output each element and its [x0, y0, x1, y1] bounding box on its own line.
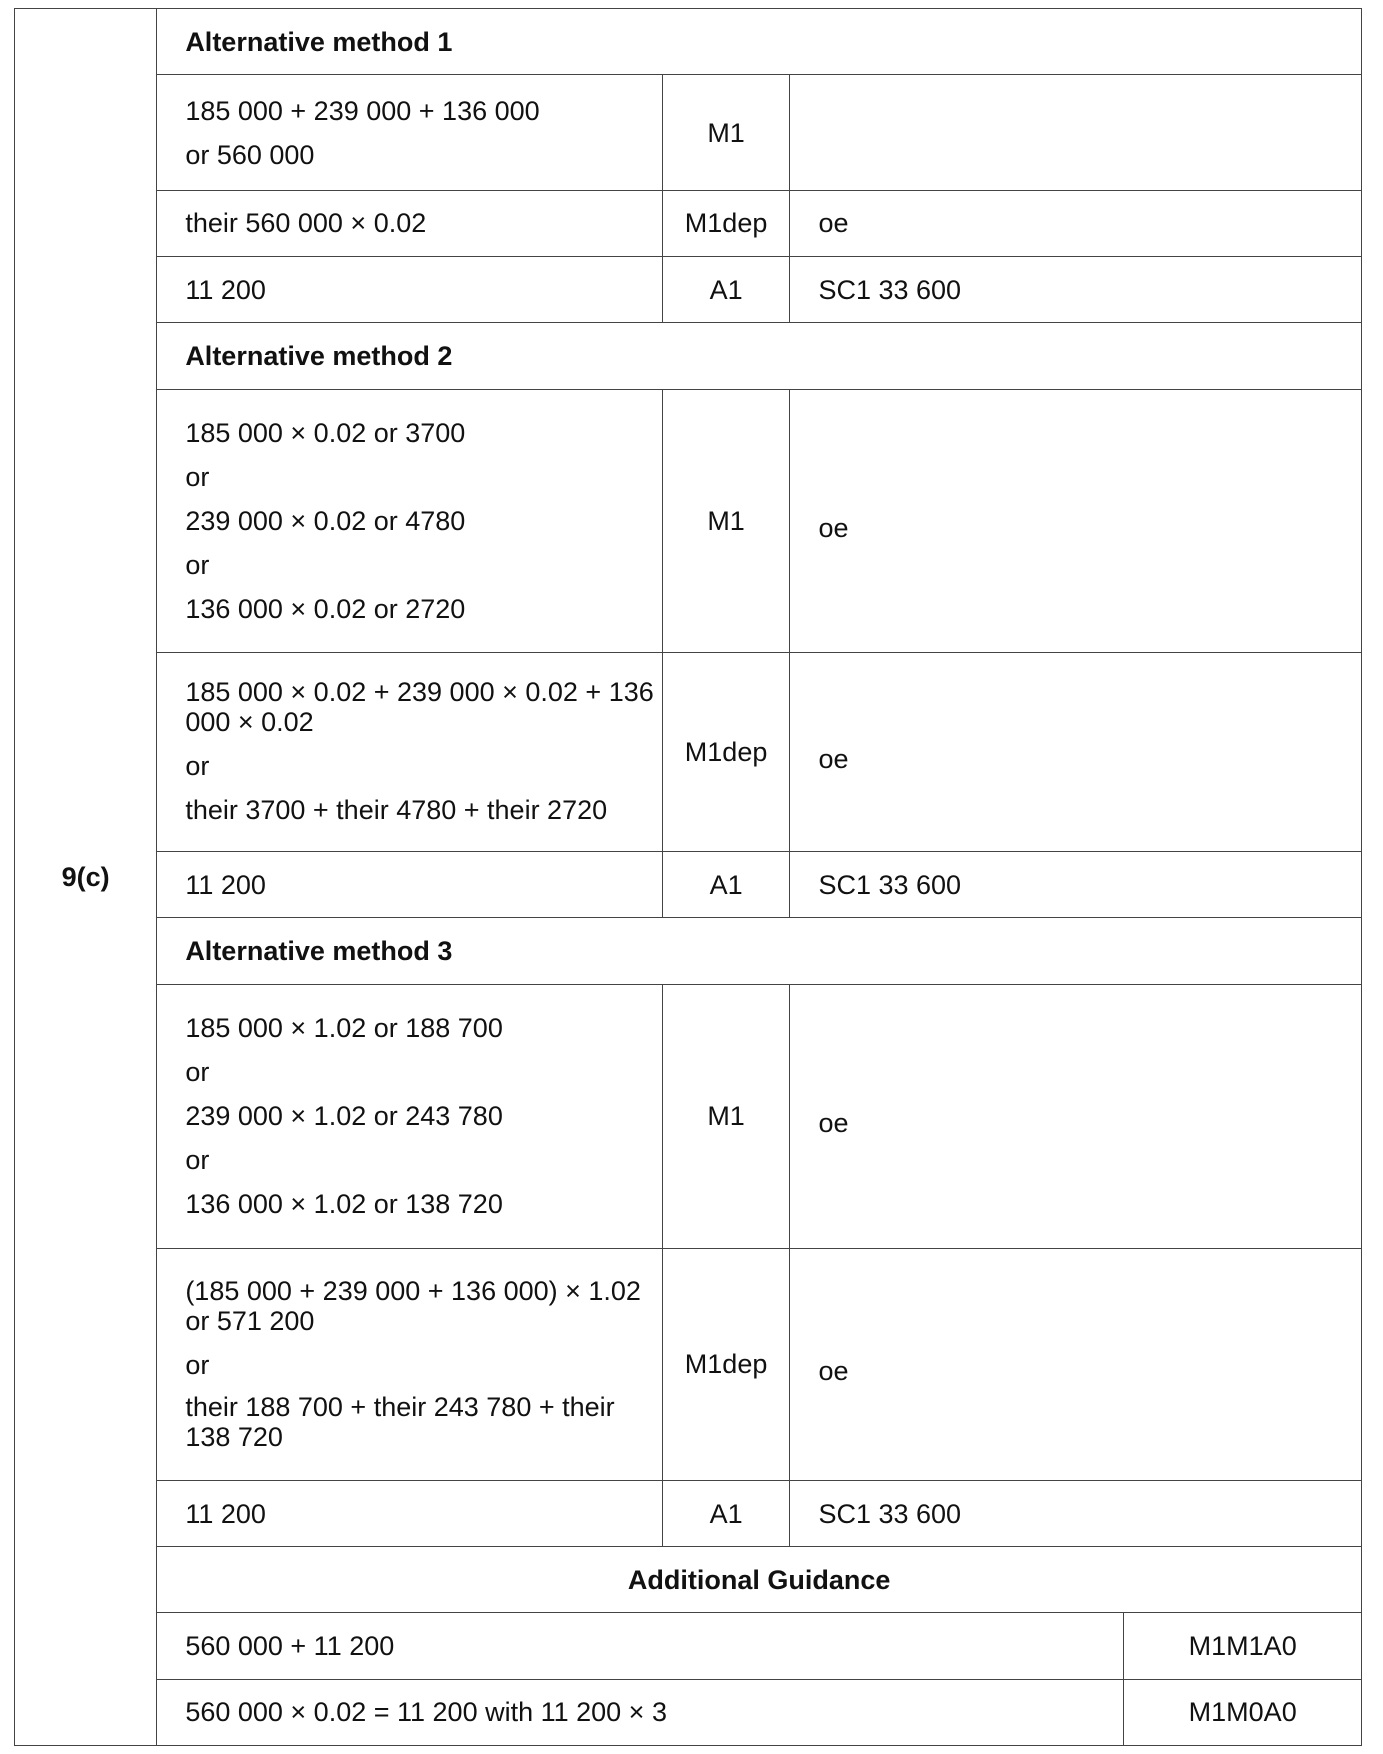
alt-method-1-heading: Alternative method 1: [157, 9, 1362, 75]
mark-cell: M1: [662, 984, 790, 1248]
working-line: their 188 700 + their 243 780 + their 138 720: [185, 1392, 615, 1453]
question-number: 9(c): [15, 9, 157, 1746]
comment-cell: oe: [790, 389, 1362, 653]
working-line: or: [185, 1145, 210, 1176]
alt3-row-1: [15, 984, 1362, 1248]
working-cell: 11 200: [157, 1480, 662, 1546]
working-line: or: [185, 1057, 210, 1088]
working-line: or: [185, 550, 210, 580]
working-line: 185 000 + 239 000 + 136 000: [185, 95, 540, 126]
working-cell: 11 200: [157, 852, 662, 918]
working-cell: [157, 653, 662, 852]
working-cell: [157, 75, 662, 191]
guidance-text: 560 000 + 11 200: [157, 1613, 1124, 1679]
comment-cell: oe: [790, 1248, 1362, 1480]
mark-cell: M1: [662, 75, 790, 191]
working-line: or: [185, 1350, 210, 1381]
additional-guidance-heading: Additional Guidance: [157, 1547, 1362, 1613]
working-cell: their 560 000 × 0.02: [157, 190, 662, 256]
working-line: 136 000 × 0.02 or 2720: [185, 594, 466, 624]
working-line: 239 000 × 1.02 or 243 780: [185, 1101, 503, 1132]
working-line: their 3700 + their 4780 + their 2720: [185, 795, 608, 826]
working-cell: [157, 984, 662, 1248]
mark-cell: M1dep: [662, 1248, 790, 1480]
alt3-row-3: [15, 1480, 1362, 1546]
comment-cell: oe: [790, 190, 1362, 256]
alt2-row-2: [15, 653, 1362, 852]
working-line: or: [185, 751, 210, 782]
working-line: 185 000 × 1.02 or 188 700: [185, 1013, 503, 1044]
alt-method-3-heading: Alternative method 3: [157, 918, 1362, 984]
mark-cell: M1dep: [662, 190, 790, 256]
alt1-row-2: [15, 190, 1362, 256]
working-line: (185 000 + 239 000 + 136 000) × 1.02 or 571 200: [185, 1276, 641, 1337]
mark-scheme-table: [14, 8, 1362, 1746]
alt1-row-3: [15, 257, 1362, 323]
working-line: 185 000 × 0.02 + 239 000 × 0.02 + 136 000 × 0.02: [185, 677, 654, 738]
working-line: or: [185, 462, 210, 492]
alt2-row-3: [15, 852, 1362, 918]
alt-method-2-heading: Alternative method 2: [157, 323, 1362, 389]
mark-cell: A1: [662, 1480, 790, 1546]
comment-cell: oe: [790, 653, 1362, 852]
guidance-row: [15, 1679, 1362, 1745]
working-cell: 11 200: [157, 257, 662, 323]
guidance-row: [15, 1613, 1362, 1679]
mark-cell: A1: [662, 852, 790, 918]
guidance-mark: M1M0A0: [1124, 1679, 1362, 1745]
working-line: 136 000 × 1.02 or 138 720: [185, 1189, 503, 1220]
comment-cell: SC1 33 600: [790, 257, 1362, 323]
working-cell: [157, 389, 662, 653]
guidance-text: 560 000 × 0.02 = 11 200 with 11 200 × 3: [157, 1679, 1124, 1745]
alt3-row-2: [15, 1248, 1362, 1480]
working-line: 239 000 × 0.02 or 4780: [185, 506, 466, 536]
working-cell: [157, 1248, 662, 1480]
alt1-row-1: [15, 75, 1362, 191]
mark-cell: M1dep: [662, 653, 790, 852]
comment-cell: SC1 33 600: [790, 1480, 1362, 1546]
comment-cell: SC1 33 600: [790, 852, 1362, 918]
comment-cell: [790, 75, 1362, 191]
working-line: or 560 000: [185, 139, 315, 170]
mark-cell: A1: [662, 257, 790, 323]
working-line: 185 000 × 0.02 or 3700: [185, 418, 466, 448]
comment-cell: oe: [790, 984, 1362, 1248]
mark-cell: M1: [662, 389, 790, 653]
alt2-row-1: [15, 389, 1362, 653]
guidance-mark: M1M1A0: [1124, 1613, 1362, 1679]
